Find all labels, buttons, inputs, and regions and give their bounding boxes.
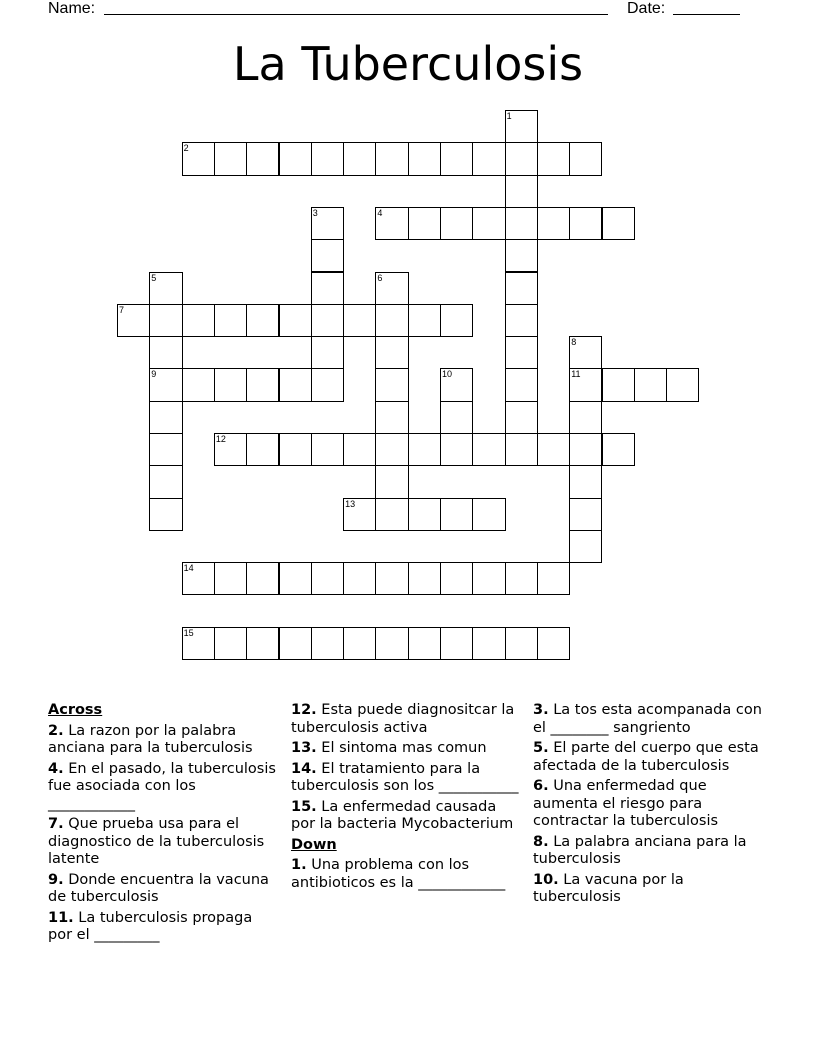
cell-number: 7 [119, 304, 125, 315]
clue-text: La vacuna por la tuberculosis [533, 871, 684, 905]
clues-column-3 [533, 702, 765, 910]
crossword-cell[interactable] [408, 142, 441, 175]
clue-text: Una problema con los antibioticos es la ____________ [291, 857, 506, 891]
crossword-cell[interactable] [440, 304, 473, 337]
crossword-cell[interactable] [569, 207, 602, 240]
crossword-cell[interactable] [375, 627, 408, 660]
crossword-cell[interactable] [505, 368, 538, 401]
down-heading: Down [291, 836, 337, 853]
crossword-cell[interactable] [375, 142, 408, 175]
clue-across-12 [291, 702, 523, 737]
crossword-cell[interactable] [440, 142, 473, 175]
crossword-cell[interactable] [279, 627, 312, 660]
crossword-cell[interactable] [569, 368, 602, 401]
crossword-cell[interactable] [472, 142, 505, 175]
clue-down-1 [291, 857, 523, 892]
crossword-cell[interactable] [569, 498, 602, 531]
clue-number: 12. [291, 702, 317, 718]
crossword-cell[interactable] [537, 433, 570, 466]
clue-number: 9. [48, 871, 64, 888]
crossword-cell[interactable] [505, 142, 538, 175]
cell-number: 6 [377, 272, 383, 283]
clue-text: La tuberculosis propaga por el _________ [48, 909, 253, 943]
crossword-cell[interactable] [440, 627, 473, 660]
cell-number: 12 [215, 434, 226, 444]
crossword-cell[interactable] [117, 304, 150, 337]
crossword-cell[interactable] [440, 433, 473, 466]
crossword-cell[interactable] [182, 368, 215, 401]
crossword-cell[interactable] [311, 207, 344, 240]
cell-number: 13 [345, 498, 356, 509]
clues-column-1 [48, 702, 280, 948]
clue-text: Esta puede diagnositcar la tuberculosis activa [291, 702, 515, 736]
clue-text: Donde encuentra la vacuna de tuberculosis [48, 871, 269, 905]
crossword-cell[interactable] [311, 142, 344, 175]
crossword-cell[interactable] [149, 465, 182, 498]
crossword-cell[interactable] [343, 304, 376, 337]
crossword-cell[interactable] [440, 562, 473, 595]
crossword-cell[interactable] [311, 627, 344, 660]
clue-down-6 [533, 778, 765, 831]
crossword-cell[interactable] [408, 562, 441, 595]
crossword-cell[interactable] [537, 562, 570, 595]
crossword-cell[interactable] [279, 562, 312, 595]
crossword-cell[interactable] [505, 627, 538, 660]
crossword-cell[interactable] [375, 401, 408, 434]
crossword-cell[interactable] [343, 562, 376, 595]
clue-text: Que prueba usa para el diagnostico de la tuberculosis latente [48, 816, 265, 867]
clue-number: 3. [533, 702, 549, 718]
crossword-cell[interactable] [246, 627, 279, 660]
crossword-cell[interactable] [182, 562, 215, 595]
cell-number: 5 [151, 272, 157, 283]
clue-number: 6. [533, 778, 549, 794]
crossword-cell[interactable] [569, 142, 602, 175]
crossword-cell[interactable] [569, 401, 602, 434]
cell-number: 1 [506, 111, 512, 121]
crossword-cell[interactable] [505, 336, 538, 369]
crossword-cell[interactable] [602, 207, 635, 240]
date-label: Date: [627, 0, 666, 17]
crossword-cell[interactable] [472, 627, 505, 660]
clue-number: 15. [291, 798, 317, 815]
crossword-cell[interactable] [505, 272, 538, 305]
clue-text: La enfermedad causada por la bacteria Mycobacterium [291, 798, 514, 832]
crossword-cell[interactable] [311, 368, 344, 401]
crossword-cell[interactable] [505, 207, 538, 240]
clue-down-8 [533, 834, 765, 869]
crossword-cell[interactable] [279, 142, 312, 175]
cell-number: 2 [183, 143, 189, 154]
crossword-cell[interactable] [375, 304, 408, 337]
clue-number: 2. [48, 722, 64, 739]
crossword-cell[interactable] [472, 433, 505, 466]
crossword-cell[interactable] [569, 433, 602, 466]
crossword-cell[interactable] [375, 465, 408, 498]
clue-text: El tratamiento para la tuberculosis son los ___________ [291, 760, 519, 794]
crossword-cell[interactable] [214, 304, 247, 337]
clue-text: En el pasado, la tuberculosis fue asociada con los ____________ [48, 760, 276, 812]
crossword-cell[interactable] [214, 368, 247, 401]
crossword-cell[interactable] [505, 562, 538, 595]
crossword-cell[interactable] [440, 207, 473, 240]
cell-number: 14 [183, 563, 194, 574]
crossword-cell[interactable] [149, 401, 182, 434]
crossword-cell[interactable] [537, 207, 570, 240]
crossword-cell[interactable] [505, 433, 538, 466]
crossword-cell[interactable] [214, 627, 247, 660]
crossword-cell[interactable] [149, 498, 182, 531]
crossword-cell[interactable] [149, 304, 182, 337]
crossword-cell[interactable] [375, 498, 408, 531]
clue-across-15 [291, 799, 523, 834]
clue-text: La palabra anciana para la tuberculosis [533, 833, 747, 867]
crossword-cell[interactable] [182, 627, 215, 660]
crossword-cell[interactable] [149, 336, 182, 369]
crossword-cell[interactable] [311, 304, 344, 337]
clue-across-2 [48, 723, 280, 758]
crossword-cell[interactable] [408, 207, 441, 240]
clue-text: La tos esta acompanada con el ________ sangriento [533, 702, 762, 736]
crossword-cell[interactable] [246, 368, 279, 401]
crossword-cell[interactable] [505, 239, 538, 272]
crossword-cell[interactable] [214, 562, 247, 595]
clue-number: 11. [48, 909, 74, 926]
crossword-cell[interactable] [311, 562, 344, 595]
clue-text: El sintoma mas comun [316, 740, 487, 756]
clue-number: 10. [533, 871, 559, 888]
crossword-cell[interactable] [343, 433, 376, 466]
crossword-cell[interactable] [472, 207, 505, 240]
clue-number: 4. [48, 760, 64, 777]
clue-across-9 [48, 872, 280, 907]
crossword-cell[interactable] [279, 304, 312, 337]
crossword-cell[interactable] [246, 562, 279, 595]
crossword-cell[interactable] [311, 272, 344, 305]
crossword-cell[interactable] [472, 498, 505, 531]
crossword-cell[interactable] [408, 498, 441, 531]
crossword-cell[interactable] [375, 433, 408, 466]
crossword-cell[interactable] [505, 401, 538, 434]
crossword-cell[interactable] [537, 142, 570, 175]
clue-number: 13. [291, 740, 317, 756]
name-label: Name: [48, 0, 96, 17]
crossword-cell[interactable] [279, 433, 312, 466]
clue-down-10 [533, 872, 765, 907]
cell-number: 8 [571, 337, 577, 348]
crossword-cell[interactable] [537, 627, 570, 660]
across-heading: Across [48, 702, 103, 718]
clue-number: 1. [291, 857, 307, 873]
crossword-cell[interactable] [569, 336, 602, 369]
cell-number: 9 [151, 369, 157, 380]
crossword-cell[interactable] [408, 304, 441, 337]
clue-text: La razon por la palabra anciana para la tuberculosis [48, 722, 253, 756]
crossword-cell[interactable] [440, 368, 473, 401]
clue-number: 8. [533, 833, 549, 850]
crossword-cell[interactable] [375, 336, 408, 369]
crossword-cell[interactable] [182, 142, 215, 175]
clue-down-5 [533, 740, 765, 775]
crossword-cell[interactable] [569, 465, 602, 498]
crossword-cell[interactable] [214, 142, 247, 175]
crossword-cell[interactable] [149, 272, 182, 305]
clue-across-14 [291, 761, 523, 796]
crossword-cell[interactable] [343, 627, 376, 660]
crossword-cell[interactable] [343, 142, 376, 175]
crossword-cell[interactable] [569, 530, 602, 563]
crossword-cell[interactable] [149, 368, 182, 401]
crossword-cell[interactable] [440, 401, 473, 434]
crossword-cell[interactable] [149, 433, 182, 466]
crossword-cell[interactable] [246, 304, 279, 337]
clue-across-13 [291, 740, 523, 758]
page-title: La Tuberculosis [232, 37, 584, 91]
clue-number: 14. [291, 760, 317, 777]
crossword-cell[interactable] [602, 433, 635, 466]
crossword-cell[interactable] [246, 142, 279, 175]
crossword-cell[interactable] [472, 562, 505, 595]
crossword-cell[interactable] [375, 562, 408, 595]
crossword-cell[interactable] [634, 368, 667, 401]
crossword-cell[interactable] [279, 368, 312, 401]
cell-number: 4 [377, 207, 383, 218]
crossword-cell[interactable] [666, 368, 699, 401]
crossword-cell[interactable] [311, 239, 344, 272]
crossword-cell[interactable] [408, 433, 441, 466]
crossword-cell[interactable] [343, 498, 376, 531]
crossword-cell[interactable] [375, 368, 408, 401]
crossword-cell[interactable] [311, 433, 344, 466]
crossword-cell[interactable] [602, 368, 635, 401]
crossword-cell[interactable] [375, 272, 408, 305]
crossword-cell[interactable] [505, 304, 538, 337]
clue-down-3 [533, 702, 765, 737]
crossword-cell[interactable] [375, 207, 408, 240]
cell-number: 3 [312, 207, 318, 218]
cell-number: 10 [442, 369, 453, 380]
clue-across-4 [48, 761, 280, 814]
crossword-cell[interactable] [311, 336, 344, 369]
clue-text: El parte del cuerpo que esta afectada de la tuberculosis [533, 740, 759, 774]
crossword-cell[interactable] [505, 110, 538, 143]
clues-column-2 [291, 702, 523, 895]
crossword-cell[interactable] [246, 433, 279, 466]
clue-across-7 [48, 816, 280, 869]
crossword-cell[interactable] [214, 433, 247, 466]
cell-number: 11 [571, 369, 581, 380]
clue-number: 7. [48, 816, 64, 832]
cell-number: 15 [183, 627, 194, 638]
crossword-cell[interactable] [505, 175, 538, 208]
clue-text: Una enfermedad que aumenta el riesgo para contractar la tuberculosis [533, 778, 719, 829]
clue-number: 5. [533, 740, 549, 756]
crossword-cell[interactable] [440, 498, 473, 531]
crossword-cell[interactable] [408, 627, 441, 660]
crossword-cell[interactable] [182, 304, 215, 337]
clue-across-11 [48, 910, 280, 945]
